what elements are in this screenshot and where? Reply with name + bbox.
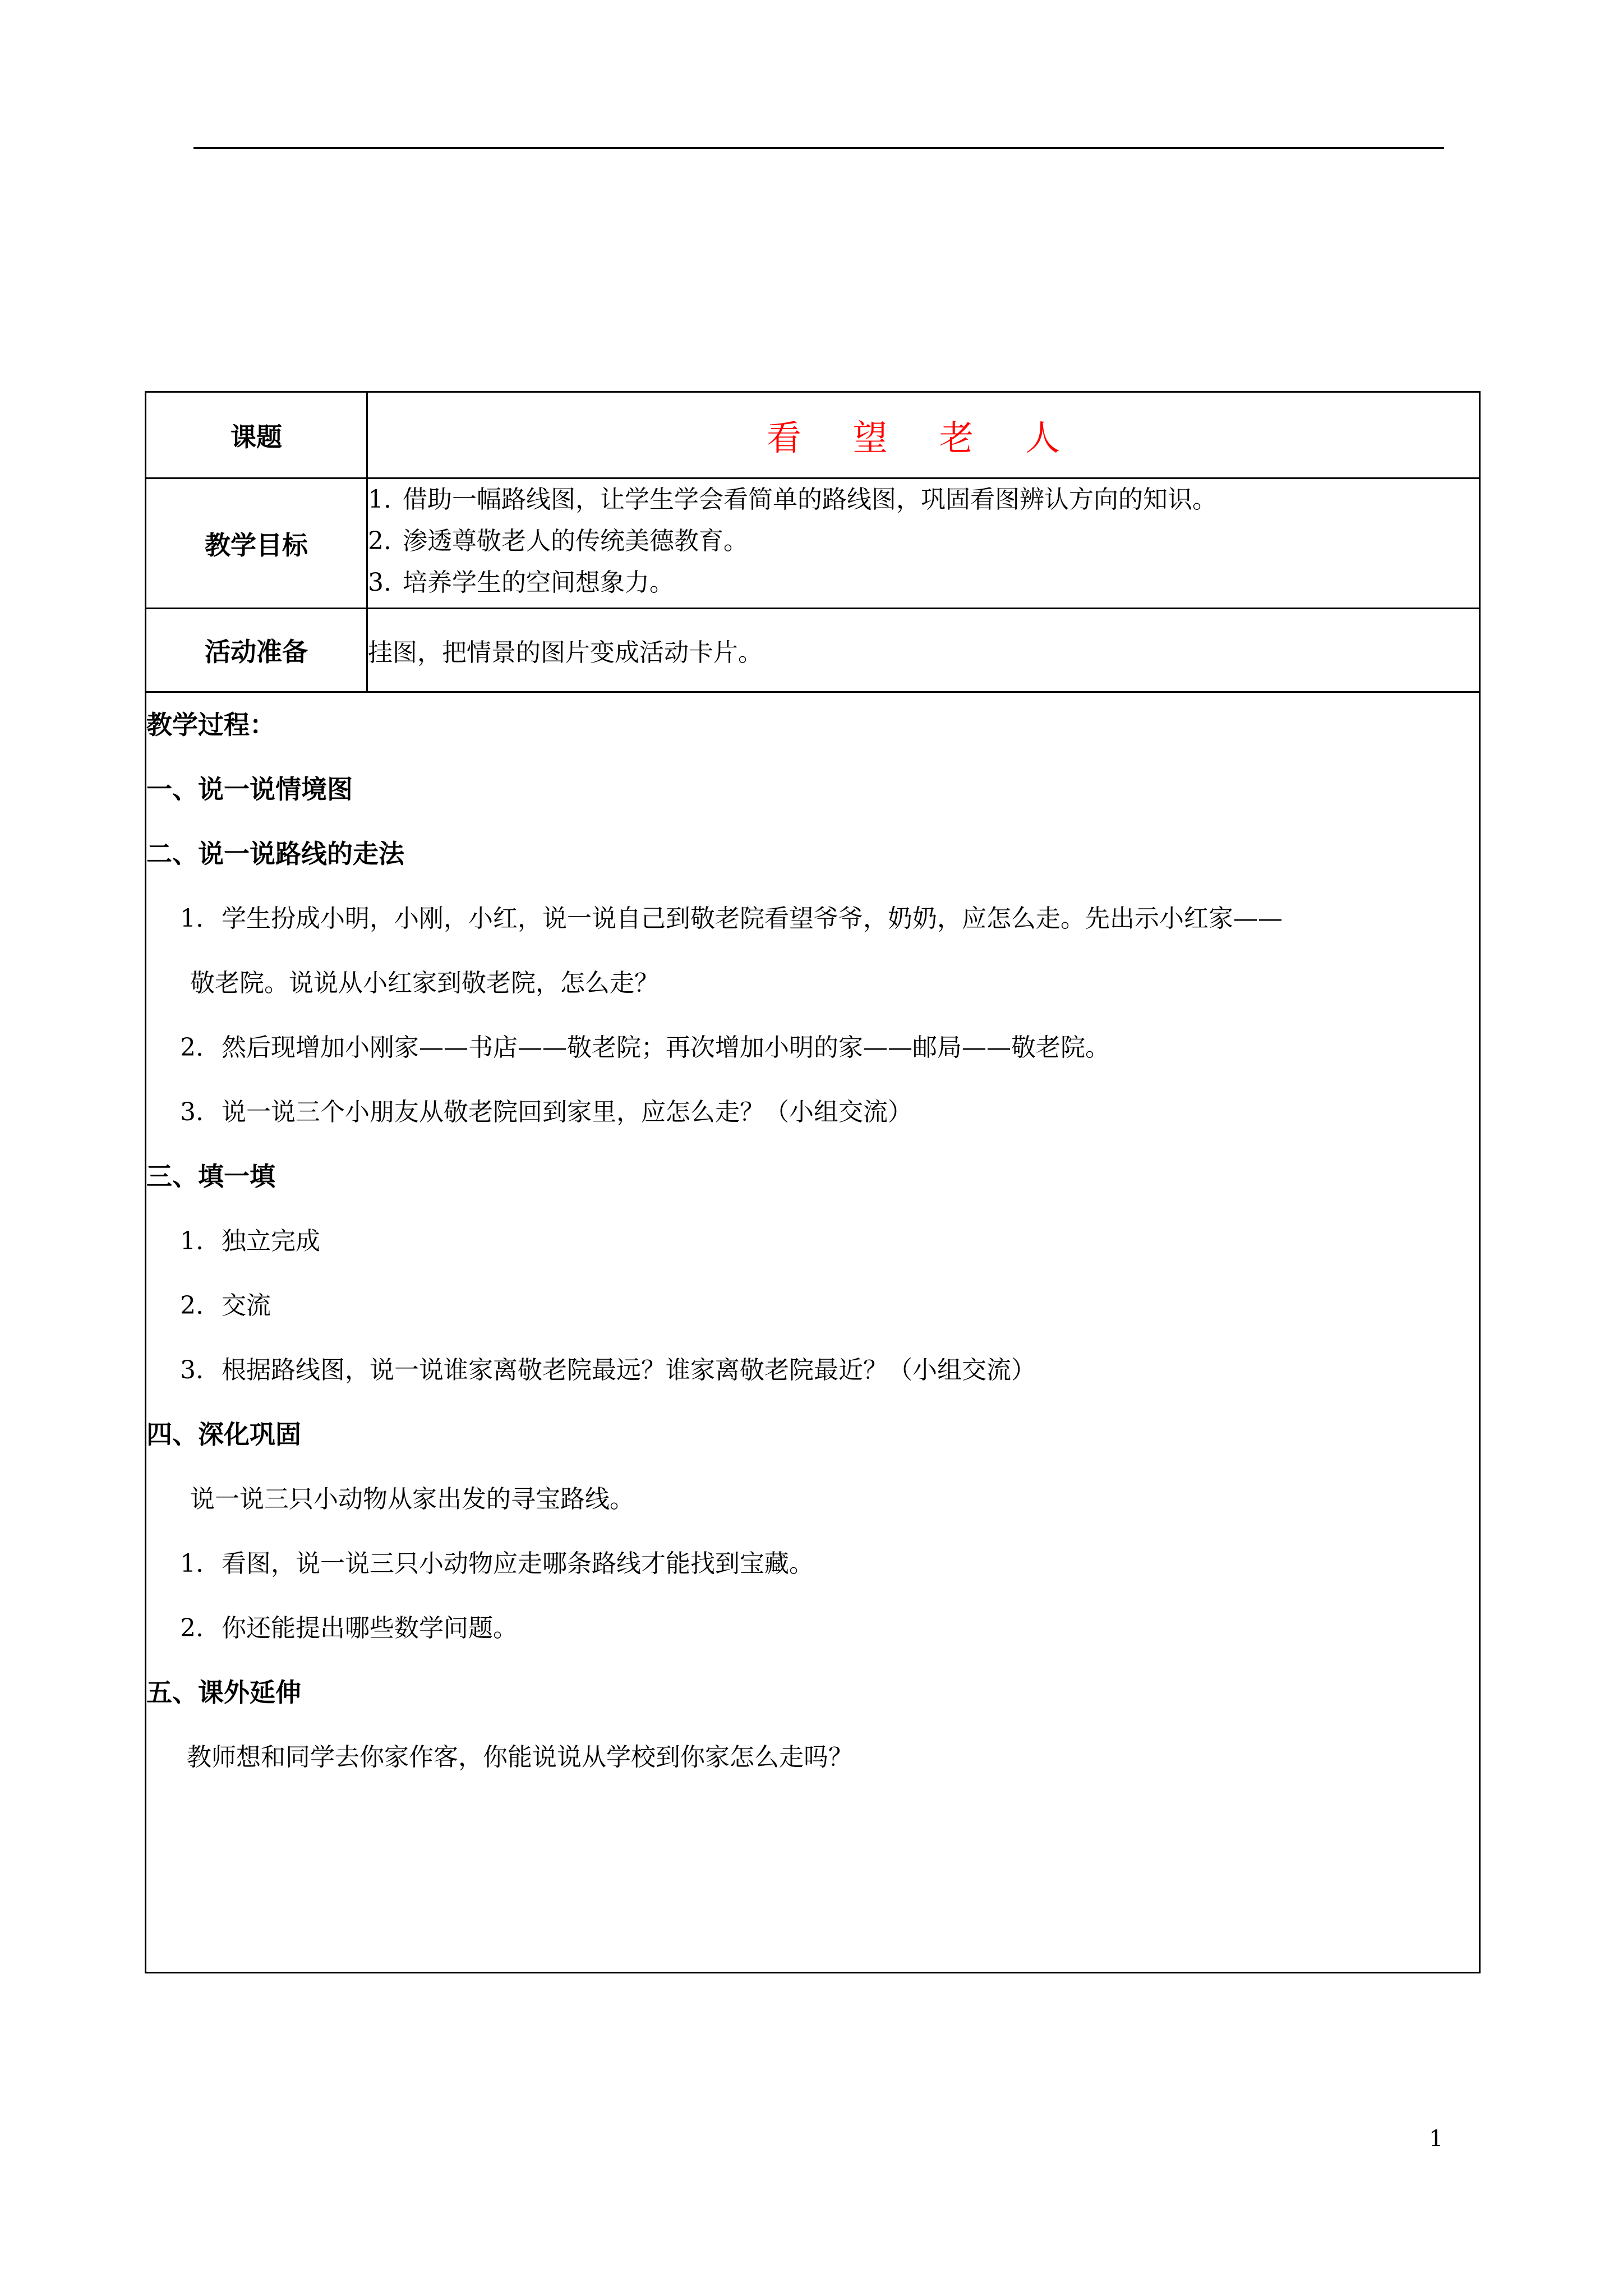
prep-row xyxy=(146,609,1480,692)
header-rule xyxy=(193,147,1444,149)
prep-label: 活动准备 xyxy=(146,609,367,692)
page-number: 1 xyxy=(1429,2126,1444,2152)
topic-row xyxy=(146,392,1480,478)
goals-row xyxy=(146,478,1480,609)
list-item: 3. 说一说三个小朋友从敬老院回到家里，应怎么走？（小组交流） xyxy=(180,1098,912,1126)
lesson-title: 看 望 老 人 xyxy=(367,392,1480,478)
process-row xyxy=(146,692,1480,1973)
lesson-plan-table xyxy=(145,391,1481,1973)
list-item: 2. 交流 xyxy=(180,1291,271,1320)
section-intro: 说一说三只小动物从家出发的寻宝路线。 xyxy=(190,1485,634,1513)
goal-item: 1. 借助一幅路线图，让学生学会看简单的路线图，巩固看图辨认方向的知识。 xyxy=(368,485,1217,514)
topic-label: 课题 xyxy=(146,392,367,478)
section-title: 三、填一填 xyxy=(146,1161,275,1191)
goal-item: 3. 培养学生的空间想象力。 xyxy=(368,568,674,597)
prep-text: 挂图，把情景的图片变成活动卡片。 xyxy=(367,609,1480,692)
section-title: 五、课外延伸 xyxy=(146,1677,301,1708)
teaching-process xyxy=(146,692,1480,1973)
list-item: 1. 学生扮成小明，小刚，小红，说一说自己到敬老院看望爷爷，奶奶，应怎么走。先出示小红家—— xyxy=(180,904,1283,933)
list-item: 1. 独立完成 xyxy=(180,1227,320,1255)
list-item: 1. 看图，说一说三只小动物应走哪条路线才能找到宝藏。 xyxy=(180,1549,814,1578)
process-heading: 教学过程： xyxy=(146,710,275,740)
list-item: 2. 然后现增加小刚家——书店——敬老院；再次增加小明的家——邮局——敬老院。 xyxy=(180,1033,1110,1062)
list-item-continuation: 敬老院。说说从小红家到敬老院，怎么走？ xyxy=(190,969,659,997)
goals-list xyxy=(367,478,1480,609)
goals-label: 教学目标 xyxy=(146,478,367,609)
goal-item: 2. 渗透尊敬老人的传统美德教育。 xyxy=(368,527,748,555)
section-text: 教师想和同学去你家作客，你能说说从学校到你家怎么走吗？ xyxy=(187,1743,853,1772)
section-title: 四、深化巩固 xyxy=(146,1419,301,1450)
list-item: 3. 根据路线图，说一说谁家离敬老院最远？谁家离敬老院最近？（小组交流） xyxy=(180,1356,1036,1384)
list-item: 2. 你还能提出哪些数学问题。 xyxy=(180,1614,518,1642)
section-title: 一、说一说情境图 xyxy=(146,774,353,804)
section-title: 二、说一说路线的走法 xyxy=(146,839,404,869)
